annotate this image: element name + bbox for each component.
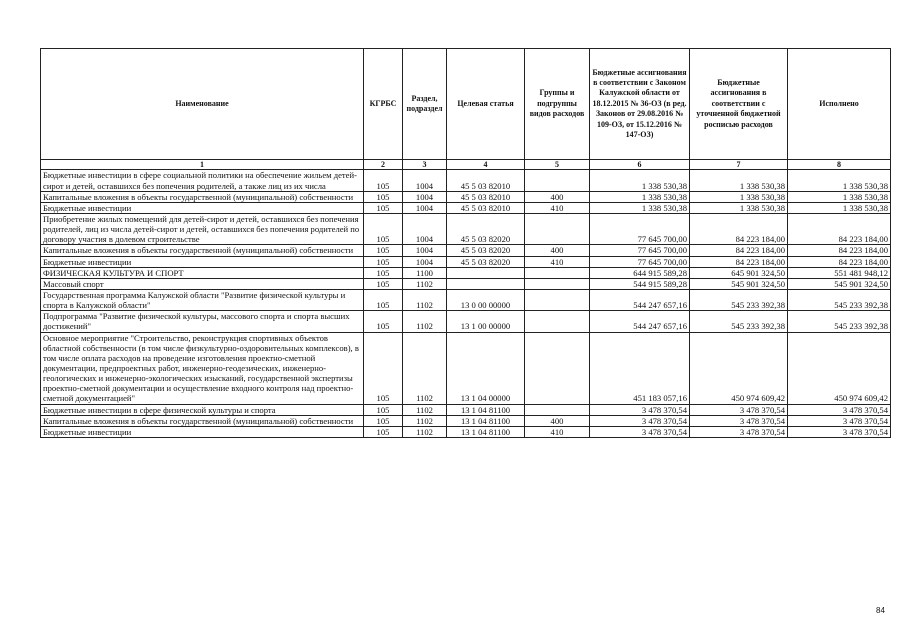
row-name: Подпрограмма "Развитие физической культуры, массового спорта и спорта высших достижений"	[41, 311, 364, 332]
row-section: 1004	[403, 245, 447, 256]
row-group	[525, 214, 590, 245]
row-kgrbs: 105	[364, 311, 403, 332]
table-header-row	[41, 49, 891, 160]
row-group	[525, 278, 590, 289]
table-row	[41, 191, 891, 202]
row-refined-amount: 84 223 184,00	[690, 245, 788, 256]
table-body	[41, 170, 891, 438]
row-kgrbs: 105	[364, 426, 403, 437]
row-law-amount: 77 645 700,00	[590, 256, 690, 267]
row-kgrbs: 105	[364, 202, 403, 213]
row-law-amount: 3 478 370,54	[590, 415, 690, 426]
row-executed-amount: 551 481 948,12	[788, 267, 891, 278]
row-group: 410	[525, 426, 590, 437]
row-law-amount: 77 645 700,00	[590, 245, 690, 256]
row-name: Основное мероприятие "Строительство, реконструкция спортивных объектов областной собственности (в том числе физкультурно-оздоровительных комплексов), в том числе оплата расходов на проведение изготовления проектно-сметной документации, предпроектных работ, инженерно-геодезических, инженерно-геологических и инженерно-экологических изысканий, государственной экспертизы проектно-сметной документации и осуществление входного контроля над проектно-сметной документацией"	[41, 332, 364, 404]
header-target: Целевая статья	[447, 49, 525, 160]
row-group: 400	[525, 415, 590, 426]
row-section: 1004	[403, 214, 447, 245]
row-section: 1100	[403, 267, 447, 278]
row-section: 1004	[403, 256, 447, 267]
page-number: 84	[876, 606, 885, 615]
column-number: 1	[41, 160, 364, 170]
row-section: 1102	[403, 426, 447, 437]
row-group	[525, 289, 590, 310]
row-executed-amount: 84 223 184,00	[788, 245, 891, 256]
column-number: 8	[788, 160, 891, 170]
row-executed-amount: 545 233 392,38	[788, 311, 891, 332]
row-law-amount: 544 247 657,16	[590, 289, 690, 310]
row-kgrbs: 105	[364, 245, 403, 256]
row-law-amount: 3 478 370,54	[590, 426, 690, 437]
row-name: Массовый спорт	[41, 278, 364, 289]
row-target: 45 5 03 82020	[447, 245, 525, 256]
row-target: 13 1 04 81100	[447, 404, 525, 415]
row-target: 45 5 03 82010	[447, 191, 525, 202]
row-section: 1102	[403, 311, 447, 332]
row-target: 13 1 04 81100	[447, 415, 525, 426]
table-row	[41, 278, 891, 289]
row-refined-amount: 450 974 609,42	[690, 332, 788, 404]
row-kgrbs: 105	[364, 278, 403, 289]
row-refined-amount: 1 338 530,38	[690, 191, 788, 202]
row-refined-amount: 3 478 370,54	[690, 426, 788, 437]
table-row	[41, 267, 891, 278]
column-number: 4	[447, 160, 525, 170]
row-name: Бюджетные инвестиции в сфере социальной политики на обеспечение жильем детей-сирот и детей, оставшихся без попечения родителей, а также лиц из их числа	[41, 170, 364, 191]
table-row	[41, 415, 891, 426]
row-executed-amount: 84 223 184,00	[788, 256, 891, 267]
table-row	[41, 245, 891, 256]
row-section: 1102	[403, 332, 447, 404]
row-law-amount: 1 338 530,38	[590, 202, 690, 213]
row-group: 400	[525, 191, 590, 202]
row-refined-amount: 3 478 370,54	[690, 404, 788, 415]
table-row	[41, 214, 891, 245]
row-executed-amount: 450 974 609,42	[788, 332, 891, 404]
row-group	[525, 170, 590, 191]
row-law-amount: 3 478 370,54	[590, 404, 690, 415]
row-kgrbs: 105	[364, 404, 403, 415]
row-kgrbs: 105	[364, 170, 403, 191]
row-name: Капитальные вложения в объекты государственной (муниципальной) собственности	[41, 415, 364, 426]
header-executed: Исполнено	[788, 49, 891, 160]
header-name: Наименование	[41, 49, 364, 160]
row-refined-amount: 545 233 392,38	[690, 289, 788, 310]
row-executed-amount: 3 478 370,54	[788, 404, 891, 415]
row-section: 1004	[403, 170, 447, 191]
row-section: 1102	[403, 289, 447, 310]
row-kgrbs: 105	[364, 267, 403, 278]
row-law-amount: 544 247 657,16	[590, 311, 690, 332]
header-refined-assignments: Бюджетные ассигнования в соответствии с уточненной бюджетной росписью расходов	[690, 49, 788, 160]
row-target: 45 5 03 82010	[447, 202, 525, 213]
row-executed-amount: 545 233 392,38	[788, 289, 891, 310]
table-row	[41, 289, 891, 310]
table-row	[41, 426, 891, 437]
header-section: Раздел, подраздел	[403, 49, 447, 160]
row-law-amount: 1 338 530,38	[590, 170, 690, 191]
row-group: 410	[525, 256, 590, 267]
row-target: 45 5 03 82010	[447, 170, 525, 191]
row-group: 400	[525, 245, 590, 256]
header-law-assignments: Бюджетные ассигнования в соответствии с Законом Калужской области от 18.12.2015 № 36-ОЗ (в ред. Законов от 29.08.2016 № 109-ОЗ, от 15.12.2016 № 147-ОЗ)	[590, 49, 690, 160]
row-name: Капитальные вложения в объекты государственной (муниципальной) собственности	[41, 245, 364, 256]
row-law-amount: 451 183 057,16	[590, 332, 690, 404]
row-name: ФИЗИЧЕСКАЯ КУЛЬТУРА И СПОРТ	[41, 267, 364, 278]
header-kgrbs: КГРБС	[364, 49, 403, 160]
row-target: 13 0 00 00000	[447, 289, 525, 310]
row-kgrbs: 105	[364, 256, 403, 267]
row-refined-amount: 545 901 324,50	[690, 278, 788, 289]
budget-table	[40, 48, 891, 438]
row-group	[525, 267, 590, 278]
header-groups: Группы и подгруппы видов расходов	[525, 49, 590, 160]
row-section: 1004	[403, 202, 447, 213]
row-refined-amount: 1 338 530,38	[690, 170, 788, 191]
row-name: Капитальные вложения в объекты государственной (муниципальной) собственности	[41, 191, 364, 202]
row-law-amount: 1 338 530,38	[590, 191, 690, 202]
row-section: 1102	[403, 415, 447, 426]
row-group: 410	[525, 202, 590, 213]
table-row	[41, 202, 891, 213]
row-refined-amount: 645 901 324,50	[690, 267, 788, 278]
row-group	[525, 332, 590, 404]
row-name: Государственная программа Калужской области "Развитие физической культуры и спорта в Калужской области"	[41, 289, 364, 310]
row-refined-amount: 3 478 370,54	[690, 415, 788, 426]
row-kgrbs: 105	[364, 332, 403, 404]
row-name: Бюджетные инвестиции	[41, 256, 364, 267]
table-row	[41, 332, 891, 404]
row-executed-amount: 545 901 324,50	[788, 278, 891, 289]
column-number: 6	[590, 160, 690, 170]
row-group	[525, 311, 590, 332]
row-refined-amount: 84 223 184,00	[690, 256, 788, 267]
row-section: 1102	[403, 278, 447, 289]
column-number: 3	[403, 160, 447, 170]
row-group	[525, 404, 590, 415]
column-number: 7	[690, 160, 788, 170]
row-law-amount: 77 645 700,00	[590, 214, 690, 245]
table-row	[41, 170, 891, 191]
row-refined-amount: 1 338 530,38	[690, 202, 788, 213]
row-kgrbs: 105	[364, 214, 403, 245]
row-refined-amount: 84 223 184,00	[690, 214, 788, 245]
row-name: Приобретение жилых помещений для детей-сирот и детей, оставшихся без попечения родителей, лиц из числа детей-сирот и детей, оставшихся без попечения родителей по договору участия в долевом строительстве	[41, 214, 364, 245]
row-name: Бюджетные инвестиции	[41, 426, 364, 437]
row-target	[447, 267, 525, 278]
row-kgrbs: 105	[364, 191, 403, 202]
table-row	[41, 311, 891, 332]
row-target: 45 5 03 82020	[447, 256, 525, 267]
row-executed-amount: 3 478 370,54	[788, 415, 891, 426]
row-section: 1004	[403, 191, 447, 202]
row-law-amount: 544 915 589,28	[590, 278, 690, 289]
row-executed-amount: 84 223 184,00	[788, 214, 891, 245]
row-target	[447, 278, 525, 289]
row-section: 1102	[403, 404, 447, 415]
column-number: 2	[364, 160, 403, 170]
table-row	[41, 256, 891, 267]
row-kgrbs: 105	[364, 289, 403, 310]
table-row	[41, 404, 891, 415]
row-target: 45 5 03 82020	[447, 214, 525, 245]
row-law-amount: 644 915 589,28	[590, 267, 690, 278]
row-target: 13 1 04 81100	[447, 426, 525, 437]
row-executed-amount: 1 338 530,38	[788, 202, 891, 213]
row-executed-amount: 3 478 370,54	[788, 426, 891, 437]
column-number: 5	[525, 160, 590, 170]
row-kgrbs: 105	[364, 415, 403, 426]
row-executed-amount: 1 338 530,38	[788, 191, 891, 202]
row-name: Бюджетные инвестиции	[41, 202, 364, 213]
column-number-row	[41, 160, 891, 170]
row-target: 13 1 04 00000	[447, 332, 525, 404]
row-refined-amount: 545 233 392,38	[690, 311, 788, 332]
row-executed-amount: 1 338 530,38	[788, 170, 891, 191]
row-name: Бюджетные инвестиции в сфере физической культуры и спорта	[41, 404, 364, 415]
row-target: 13 1 00 00000	[447, 311, 525, 332]
